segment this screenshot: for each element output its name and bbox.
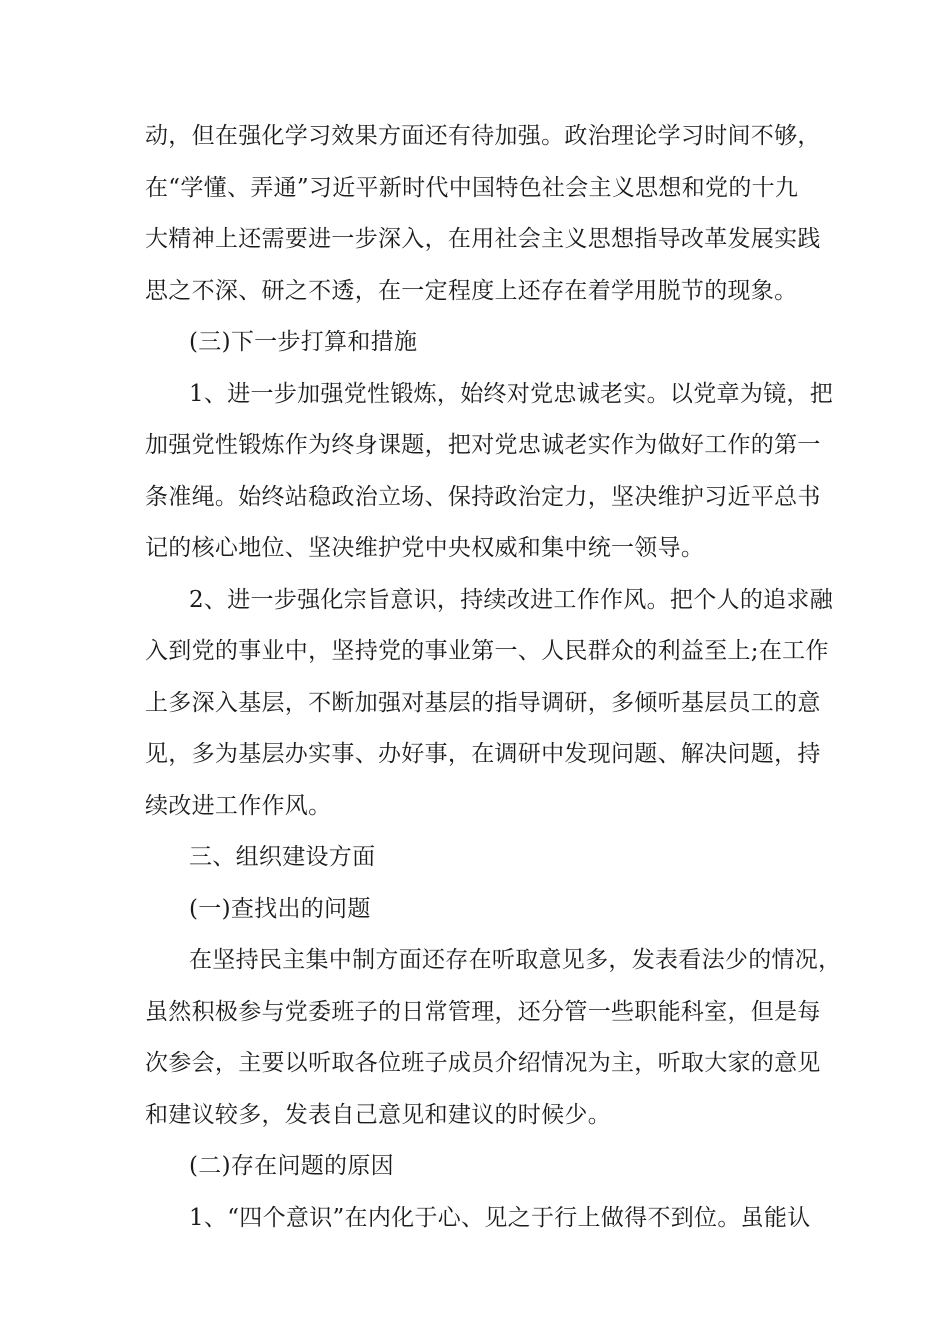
paragraph-line: 续改进工作作风。 [145, 793, 332, 819]
paragraph-line: 次参会，主要以听取各位班子成员介绍情况为主，听取大家的意见 [145, 1050, 821, 1076]
paragraph-line: 2、进一步强化宗旨意识，持续改进工作作风。把个人的追求融 [189, 587, 834, 613]
paragraph-line: 条准绳。始终站稳政治立场、保持政治定力，坚决维护习近平总书 [145, 484, 821, 510]
section-heading: 三、组织建设方面 [189, 844, 376, 870]
paragraph-line: 在“学懂、弄通”习近平新时代中国特色社会主义思想和党的十九 [145, 175, 799, 201]
section-heading: (二)存在问题的原因 [189, 1153, 394, 1179]
paragraph-line: 在坚持民主集中制方面还存在听取意见多，发表看法少的情况， [189, 947, 842, 973]
section-heading: (一)查找出的问题 [189, 896, 371, 922]
paragraph-line: 虽然积极参与党委班子的日常管理，还分管一些职能科室，但是每 [145, 999, 821, 1025]
paragraph-line: 1、进一步加强党性锻炼，始终对党忠诚老实。以党章为镜，把 [189, 381, 834, 407]
paragraph-line: 1、“四个意识”在内化于心、见之于行上做得不到位。虽能认 [189, 1205, 811, 1231]
paragraph-line: 和建议较多，发表自己意见和建议的时候少。 [145, 1102, 611, 1128]
paragraph-line: 上多深入基层，不断加强对基层的指导调研，多倾听基层员工的意 [145, 690, 821, 716]
paragraph-line: 大精神上还需要进一步深入，在用社会主义思想指导改革发展实践 [145, 226, 821, 252]
paragraph-line: 记的核心地位、坚决维护党中央权威和集中统一领导。 [145, 535, 705, 561]
paragraph-line: 入到党的事业中，坚持党的事业第一、人民群众的利益至上;在工作 [145, 638, 829, 664]
paragraph-line: 动，但在强化学习效果方面还有待加强。政治理论学习时间不够， [145, 123, 821, 149]
section-heading: (三)下一步打算和措施 [189, 329, 418, 355]
paragraph-line: 见，多为基层办实事、办好事，在调研中发现问题、解决问题，持 [145, 741, 821, 767]
paragraph-line: 思之不深、研之不透，在一定程度上还存在着学用脱节的现象。 [145, 278, 798, 304]
paragraph-line: 加强党性锻炼作为终身课题，把对党忠诚老实作为做好工作的第一 [145, 432, 821, 458]
